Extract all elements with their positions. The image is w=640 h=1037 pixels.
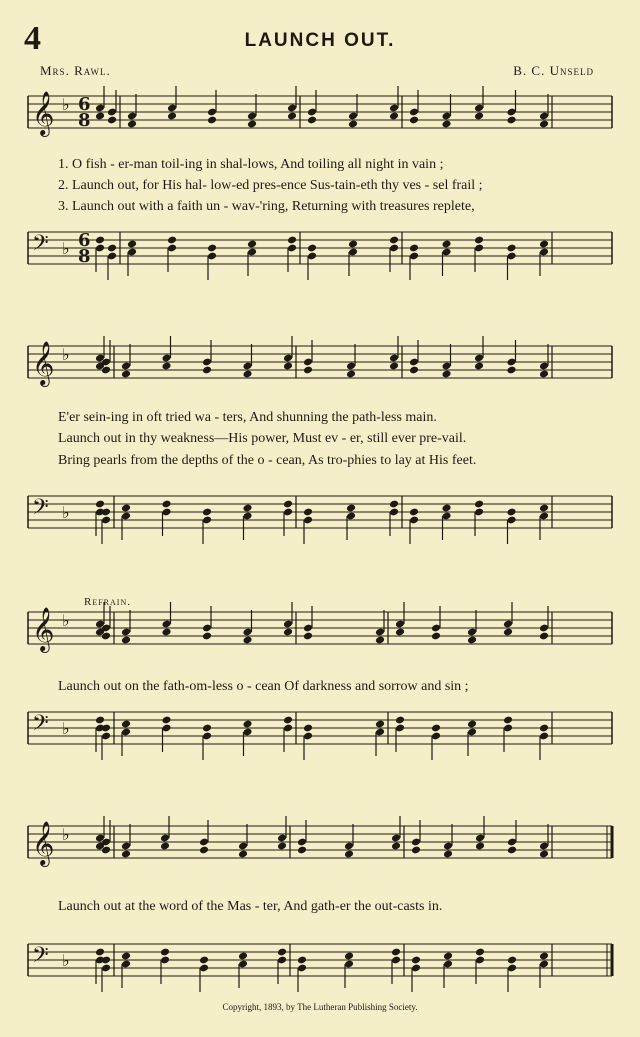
note-head (121, 720, 131, 729)
note-head (375, 720, 385, 729)
note-head (443, 850, 453, 859)
note-head (277, 842, 287, 851)
note-head (431, 632, 441, 641)
flat-icon: ♭ (62, 345, 70, 364)
note-head (503, 716, 513, 725)
bass-clef-icon: 𝄢 (32, 495, 49, 525)
bass-clef-icon: 𝄢 (32, 231, 49, 261)
note-head (242, 504, 252, 513)
note-head (161, 716, 171, 725)
note-head (344, 952, 354, 961)
note-head (202, 508, 212, 517)
note-head (160, 948, 170, 957)
note-head (539, 504, 549, 513)
bass-clef-icon: 𝄢 (32, 943, 49, 973)
note-head (121, 636, 131, 645)
flat-icon: ♭ (62, 825, 70, 844)
time-signature-digit: 6 (78, 230, 91, 251)
flat-icon: ♭ (62, 239, 70, 258)
note-head (539, 850, 549, 859)
note-head (121, 850, 131, 859)
lyric-line: 3. Launch out with a faith un - wav-'ring, Returning with treasures replete, (58, 199, 475, 214)
note-head (395, 628, 405, 637)
note-head (127, 240, 137, 249)
note-head (474, 236, 484, 245)
note-head (242, 370, 252, 379)
note-head (441, 240, 451, 249)
note-head (411, 846, 421, 855)
note-head (389, 112, 399, 121)
note-head (303, 508, 313, 517)
note-head (161, 362, 171, 371)
hymn-title: LAUNCH OUT. (244, 30, 396, 51)
note-head (287, 112, 297, 121)
note-head (107, 116, 117, 125)
note-head (202, 724, 212, 733)
composer-credit: B. C. Unseld (513, 63, 594, 78)
note-head (167, 112, 177, 121)
note-head (346, 370, 356, 379)
time-signature-digit: 8 (78, 110, 91, 131)
note-head (409, 508, 419, 517)
note-head (475, 842, 485, 851)
flat-icon: ♭ (62, 503, 70, 522)
note-head (375, 636, 385, 645)
lyric-line: 1. O fish - er-man toil-ing in shal-lows, And toiling all night in vain ; (58, 157, 444, 172)
note-head (348, 240, 358, 249)
note-head (344, 850, 354, 859)
note-head (303, 366, 313, 375)
page-number: 4 (24, 20, 41, 57)
note-head (474, 362, 484, 371)
note-head (247, 240, 257, 249)
note-head (506, 116, 516, 125)
copyright-notice: Copyright, 1893, by The Lutheran Publishing Society. (222, 1002, 418, 1012)
note-head (161, 628, 171, 637)
note-head (539, 724, 549, 733)
note-head (307, 116, 317, 125)
note-head (389, 236, 399, 245)
note-head (443, 952, 453, 961)
note-head (303, 724, 313, 733)
note-head (297, 956, 307, 965)
note-head (475, 948, 485, 957)
lyric-line: Bring pearls from the depths of the o - cean, As tro-phies to lay at His feet. (58, 453, 477, 468)
note-head (506, 366, 516, 375)
note-head (297, 846, 307, 855)
treble-clef-icon: 𝄞 (32, 607, 55, 651)
note-head (101, 724, 111, 733)
note-head (127, 120, 137, 129)
note-head (506, 244, 516, 253)
note-head (207, 244, 217, 253)
note-head (348, 120, 358, 129)
note-head (121, 370, 131, 379)
note-head (391, 948, 401, 957)
note-head (238, 952, 248, 961)
flat-icon: ♭ (62, 611, 70, 630)
note-head (277, 948, 287, 957)
note-head (474, 500, 484, 509)
bass-clef-icon: 𝄢 (32, 711, 49, 741)
flat-icon: ♭ (62, 719, 70, 738)
note-head (283, 500, 293, 509)
note-head (95, 500, 105, 509)
note-head (107, 244, 117, 253)
note-head (303, 632, 313, 641)
note-head (409, 244, 419, 253)
note-head (238, 850, 248, 859)
note-head (409, 366, 419, 375)
note-head (287, 236, 297, 245)
note-head (389, 362, 399, 371)
lyric-line: Launch out on the fath-om-less o - cean Of darkness and sorrow and sin ; (58, 679, 469, 694)
note-head (202, 366, 212, 375)
time-signature-digit: 8 (78, 246, 91, 267)
note-head (503, 628, 513, 637)
note-head (346, 504, 356, 513)
author-credit: Mrs. Rawl. (40, 63, 111, 78)
note-head (389, 500, 399, 509)
note-head (202, 632, 212, 641)
note-head (160, 842, 170, 851)
flat-icon: ♭ (62, 951, 70, 970)
note-head (539, 632, 549, 641)
note-head (199, 846, 209, 855)
note-head (506, 508, 516, 517)
note-head (539, 952, 549, 961)
note-head (283, 716, 293, 725)
note-head (474, 112, 484, 121)
note-head (441, 504, 451, 513)
note-head (307, 244, 317, 253)
note-head (441, 370, 451, 379)
lyric-line: Launch out in thy weakness—His power, Must ev - er, still ever pre-vail. (58, 431, 467, 446)
note-head (121, 952, 131, 961)
note-head (391, 842, 401, 851)
note-head (242, 636, 252, 645)
note-head (467, 636, 477, 645)
note-head (507, 846, 517, 855)
note-head (411, 956, 421, 965)
note-head (431, 724, 441, 733)
note-head (161, 500, 171, 509)
note-head (467, 720, 477, 729)
note-head (95, 716, 105, 725)
treble-clef-icon: 𝄞 (32, 91, 55, 135)
treble-clef-icon: 𝄞 (32, 821, 55, 865)
note-head (95, 948, 105, 957)
note-head (95, 112, 105, 121)
note-head (409, 116, 419, 125)
note-head (539, 370, 549, 379)
treble-clef-icon: 𝄞 (32, 341, 55, 385)
note-head (101, 508, 111, 517)
note-head (507, 956, 517, 965)
note-head (199, 956, 209, 965)
lyric-line: E'er sein-ing in oft tried wa - ters, And shunning the path-less main. (58, 410, 437, 425)
note-head (247, 120, 257, 129)
note-head (283, 628, 293, 637)
note-head (167, 236, 177, 245)
refrain-label: Refrain. (84, 596, 131, 608)
note-head (441, 120, 451, 129)
lyric-line: Launch out at the word of the Mas - ter, And gath-er the out-casts in. (58, 899, 443, 914)
lyric-line: 2. Launch out, for His hal- low-ed pres-ence Sus-tain-eth thy ves - sel frail ; (58, 178, 483, 193)
note-head (539, 240, 549, 249)
note-head (242, 720, 252, 729)
note-head (101, 956, 111, 965)
note-head (121, 504, 131, 513)
note-head (207, 116, 217, 125)
flat-icon: ♭ (62, 95, 70, 114)
time-signature-digit: 6 (78, 94, 91, 115)
note-head (95, 236, 105, 245)
note-head (395, 716, 405, 725)
note-head (539, 120, 549, 129)
note-head (283, 362, 293, 371)
